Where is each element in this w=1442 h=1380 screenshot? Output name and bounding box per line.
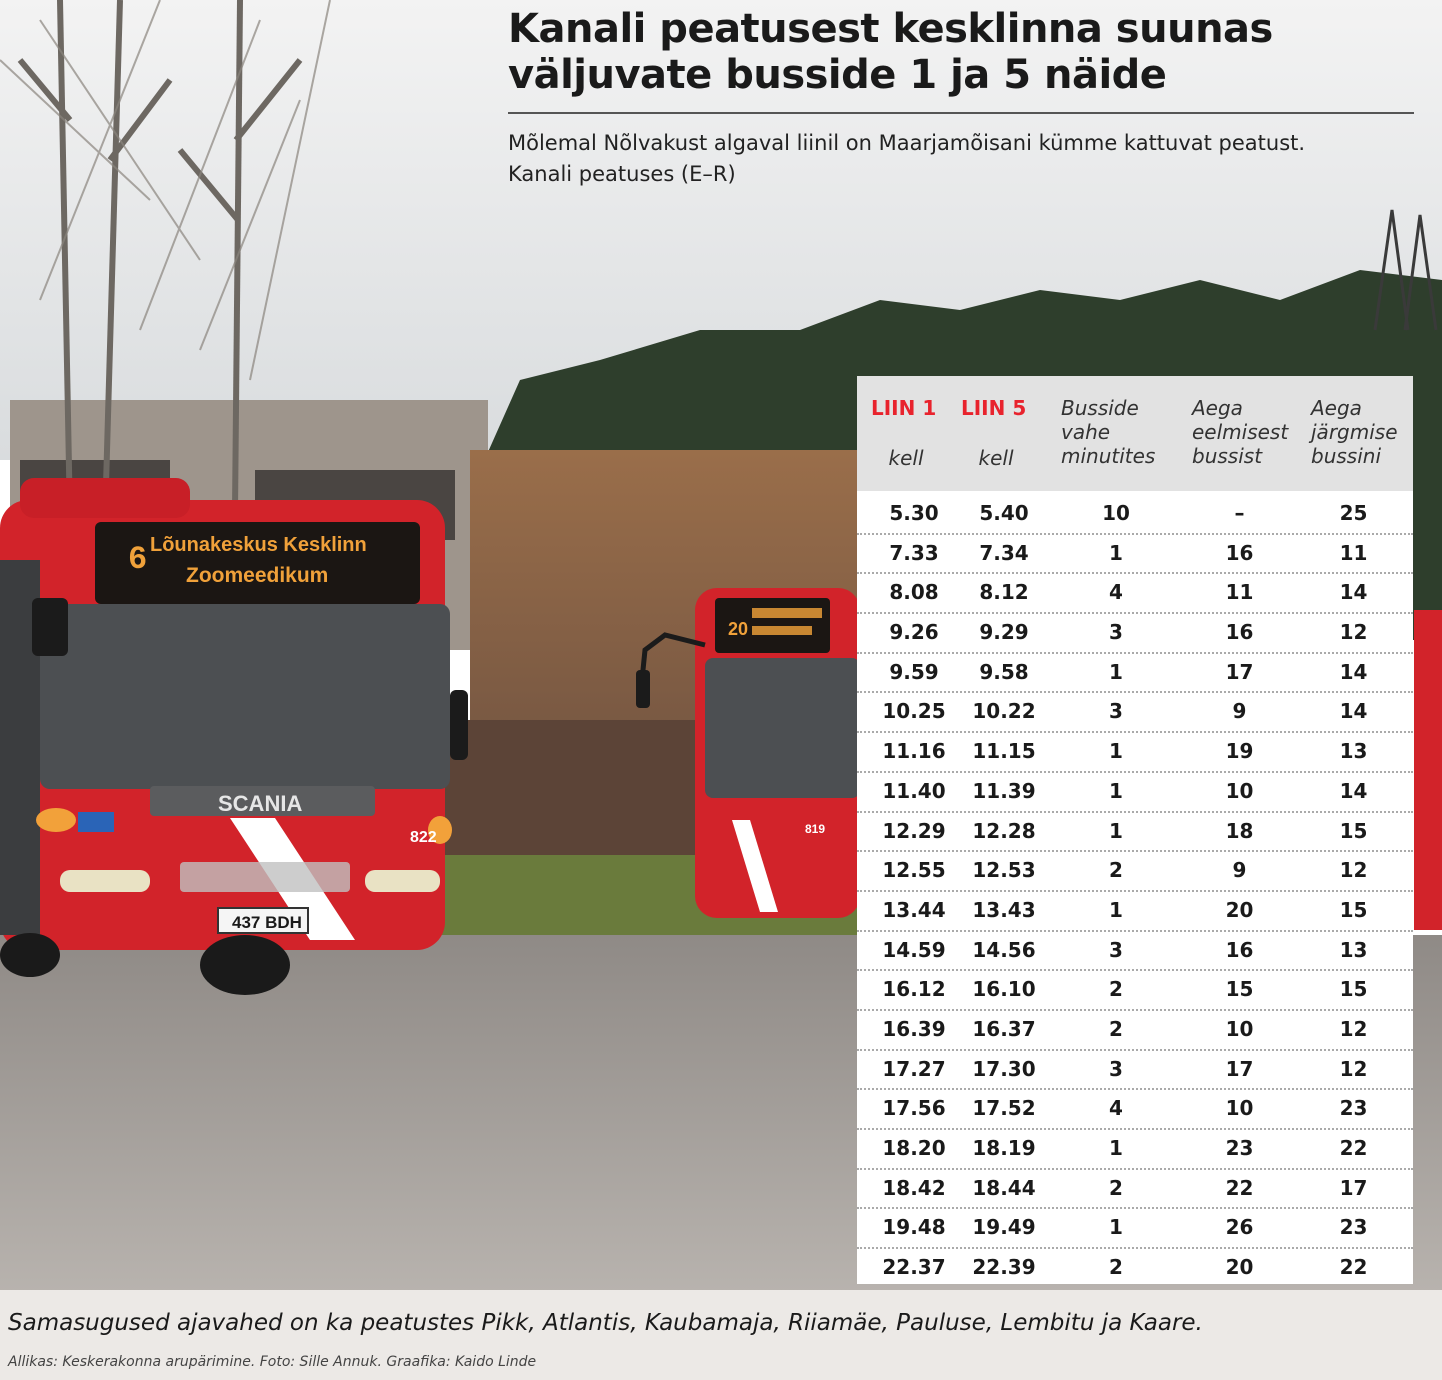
table-header (857, 376, 1413, 491)
table-row (857, 1051, 1413, 1091)
table-cell: 16 (1225, 937, 1254, 962)
table-cell: 11 (1225, 580, 1254, 605)
table-cell: 19 (1225, 739, 1254, 764)
table-row (857, 852, 1413, 892)
table-cell: 11 (1339, 540, 1368, 565)
table-cell: 17.52 (972, 1096, 1036, 1121)
table-cell: 9.26 (889, 620, 939, 645)
subtitle-line-1: Mõlemal Nõlvakust algaval liinil on Maarjamõisani kümme kattuvat peatust. (508, 131, 1306, 155)
table-cell: 10 (1225, 778, 1254, 803)
svg-text:Lõunakeskus Kesklinn: Lõunakeskus Kesklinn (150, 534, 367, 556)
table-row (857, 1011, 1413, 1051)
table-cell: 12 (1339, 1016, 1368, 1041)
table-row (857, 892, 1413, 932)
headline (508, 6, 1408, 98)
table-cell: 2 (1109, 858, 1123, 883)
table-cell: 10.22 (972, 699, 1036, 724)
table-cell: 19.48 (882, 1215, 946, 1240)
table-cell: 9.58 (979, 659, 1029, 684)
table-row (857, 1170, 1413, 1210)
table-cell: 16.12 (882, 977, 946, 1002)
bus-left (0, 478, 468, 995)
header-time-to-next: Aega järgmise bussini (1311, 396, 1398, 468)
table-cell: 4 (1109, 1096, 1123, 1121)
table-row (857, 1090, 1413, 1130)
table-row (857, 1209, 1413, 1249)
table-cell: 11.15 (972, 739, 1036, 764)
table-cell: 10 (1225, 1016, 1254, 1041)
header-bus-gap: Busside vahe minutites (1061, 396, 1156, 468)
table-cell: 14 (1339, 778, 1368, 803)
table-cell: 2 (1109, 1016, 1123, 1041)
table-cell: 5.40 (979, 501, 1029, 525)
table-cell: 26 (1225, 1215, 1254, 1240)
table-cell: 13.44 (882, 897, 946, 922)
table-cell: 3 (1109, 937, 1123, 962)
credits: Allikas: Keskerakonna arupärimine. Foto: Sille Annuk. Graafika: Kaido Linde (8, 1354, 537, 1370)
table-cell: 14.56 (972, 937, 1036, 962)
table-cell: 17 (1225, 659, 1254, 684)
table-cell: 11.39 (972, 778, 1036, 803)
table-cell: 9 (1232, 858, 1247, 883)
table-row (857, 574, 1413, 614)
table-cell: 1 (1109, 1136, 1123, 1160)
table-cell: 10 (1102, 501, 1130, 525)
table-row (857, 614, 1413, 654)
table-cell: 2 (1109, 977, 1123, 1002)
table-row (857, 654, 1413, 694)
table-cell: 1 (1109, 659, 1123, 684)
table-cell: 16 (1225, 540, 1254, 565)
table-cell: 11.16 (882, 739, 946, 764)
headline-line-2: väljuvate busside 1 ja 5 näide (508, 52, 1167, 98)
table-cell: 13 (1339, 937, 1368, 962)
svg-text:819: 819 (805, 822, 826, 836)
table-cell: 12.29 (882, 818, 946, 843)
table-cell: – (1234, 501, 1245, 525)
table-row (857, 1130, 1413, 1170)
table-cell: 23 (1225, 1136, 1254, 1160)
table-cell: 12.28 (972, 818, 1036, 843)
table-cell: 12.53 (972, 858, 1036, 883)
table-cell: 12 (1339, 620, 1368, 645)
table-cell: 7.33 (889, 540, 939, 565)
table-row (857, 495, 1413, 535)
subtitle (508, 128, 1428, 190)
table-cell: 8.12 (979, 580, 1029, 605)
subtitle-line-2: Kanali peatuses (E–R) (508, 162, 736, 186)
svg-text:SCANIA: SCANIA (218, 791, 303, 816)
table-cell: 9.59 (889, 659, 939, 684)
table-cell: 17.30 (972, 1056, 1036, 1081)
table-cell: 23 (1339, 1096, 1368, 1121)
table-row (857, 773, 1413, 813)
table-cell: 1 (1109, 1215, 1123, 1240)
table-cell: 18.44 (972, 1175, 1036, 1200)
table-cell: 4 (1109, 580, 1123, 605)
table-row (857, 932, 1413, 972)
svg-text:437 BDH: 437 BDH (232, 913, 302, 932)
table-cell: 9.29 (979, 620, 1029, 645)
table-cell: 7.34 (979, 540, 1029, 565)
table-cell: 18.19 (972, 1136, 1036, 1160)
table-cell: 1 (1109, 818, 1123, 843)
table-cell: 3 (1109, 699, 1123, 724)
table-cell: 14.59 (882, 937, 946, 962)
table-row (857, 535, 1413, 575)
header-time-since-previous: Aega eelmisest bussist (1192, 396, 1289, 468)
table-cell: 17 (1339, 1175, 1368, 1200)
header-liin-5: LIIN 5 kell (961, 396, 1027, 470)
header-liin-1: LIIN 1 kell (871, 396, 937, 470)
headline-line-1: Kanali peatusest kesklinna suunas (508, 6, 1273, 52)
table-cell: 20 (1225, 1255, 1254, 1280)
table-cell: 23 (1339, 1215, 1368, 1240)
table-cell: 22 (1339, 1136, 1368, 1160)
table-cell: 14 (1339, 659, 1368, 684)
table-cell: 17.56 (882, 1096, 946, 1121)
table-cell: 11.40 (882, 778, 946, 803)
table-cell: 1 (1109, 540, 1123, 565)
table-cell: 18 (1225, 818, 1254, 843)
table-cell: 15 (1339, 897, 1368, 922)
table-cell: 1 (1109, 897, 1123, 922)
table-body (857, 495, 1413, 1287)
table-cell: 22 (1339, 1255, 1368, 1280)
table-cell: 14 (1339, 580, 1368, 605)
svg-text:Zoomeedikum: Zoomeedikum (186, 564, 329, 587)
table-cell: 16.39 (882, 1016, 946, 1041)
table-cell: 16.10 (972, 977, 1036, 1002)
table-cell: 15 (1225, 977, 1254, 1002)
table-cell: 10.25 (882, 699, 946, 724)
table-cell: 20 (1225, 897, 1254, 922)
table-cell: 1 (1109, 778, 1123, 803)
table-cell: 16.37 (972, 1016, 1036, 1041)
table-cell: 2 (1109, 1255, 1123, 1280)
table-row (857, 733, 1413, 773)
table-cell: 17.27 (882, 1056, 946, 1081)
footnote: Samasugused ajavahed on ka peatustes Pikk, Atlantis, Kaubamaja, Riiamäe, Pauluse, Lembitu ja Kaare. (8, 1310, 1203, 1336)
table-cell: 22.39 (972, 1255, 1036, 1280)
table-cell: 2 (1109, 1175, 1123, 1200)
svg-text:822: 822 (410, 829, 437, 846)
schedule-table (857, 376, 1413, 1284)
table-row (857, 693, 1413, 733)
table-row (857, 813, 1413, 853)
table-cell: 12 (1339, 858, 1368, 883)
table-cell: 18.20 (882, 1136, 946, 1160)
table-cell: 22 (1225, 1175, 1254, 1200)
table-cell: 22.37 (882, 1255, 946, 1280)
table-cell: 9 (1232, 699, 1247, 724)
svg-text:6: 6 (128, 541, 148, 578)
table-cell: 18.42 (882, 1175, 946, 1200)
table-cell: 13.43 (972, 897, 1036, 922)
svg-text:20: 20 (728, 619, 749, 639)
table-cell: 15 (1339, 977, 1368, 1002)
table-cell: 13 (1339, 739, 1368, 764)
table-row (857, 1249, 1413, 1287)
table-cell: 3 (1109, 1056, 1123, 1081)
table-cell: 10 (1225, 1096, 1254, 1121)
table-cell: 19.49 (972, 1215, 1036, 1240)
table-cell: 14 (1339, 699, 1368, 724)
table-cell: 5.30 (889, 501, 939, 525)
table-cell: 25 (1339, 501, 1368, 525)
table-cell: 16 (1225, 620, 1254, 645)
table-cell: 3 (1109, 620, 1123, 645)
headline-divider (508, 112, 1414, 114)
table-cell: 17 (1225, 1056, 1254, 1081)
table-cell: 1 (1109, 739, 1123, 764)
table-cell: 15 (1339, 818, 1368, 843)
table-cell: 12.55 (882, 858, 946, 883)
table-cell: 8.08 (889, 580, 939, 605)
table-cell: 12 (1339, 1056, 1368, 1081)
table-row (857, 971, 1413, 1011)
